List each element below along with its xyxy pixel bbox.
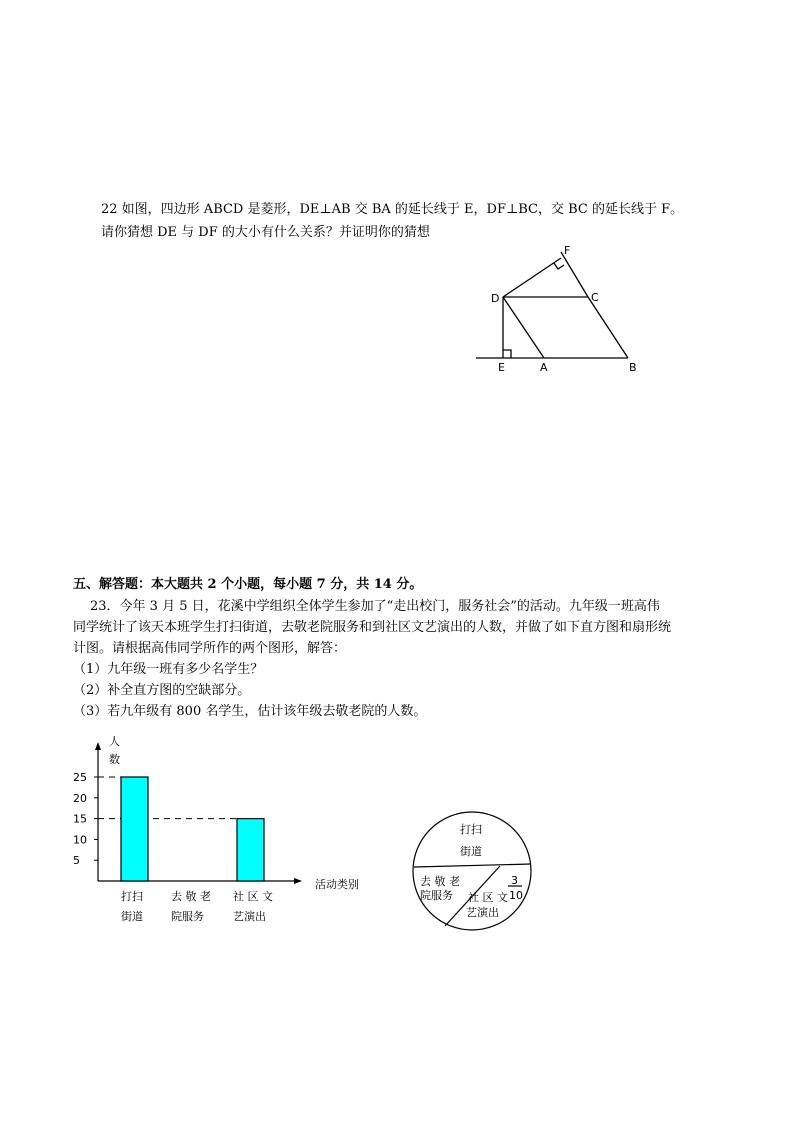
q23-line1: 23．今年 3 月 5 日，花溪中学组织全体学生参加了“走出校门，服务社会”的活动。九年级一班高伟	[90, 599, 660, 614]
q22-line2: 请你猜想 DE 与 DF 的大小有什么关系？并证明你的猜想	[101, 225, 430, 240]
pie-label-sweep-2: 街道	[460, 845, 482, 858]
y-tick-label: 5	[73, 854, 80, 868]
label-f: F	[564, 244, 571, 257]
q23-line2: 同学统计了该天本班学生打扫街道，去敬老院服务和到社区文艺演出的人数，并做了如下直方图和扇形统	[73, 620, 672, 635]
y-tick-label: 25	[73, 771, 87, 784]
label-e: E	[498, 361, 505, 374]
pie-label-sweep-1: 打扫	[460, 823, 482, 836]
pie-label-elder-1: 去 敬 老	[420, 875, 460, 888]
q23-line3: 计图。请根据高伟同学所作的两个图形，解答：	[73, 641, 347, 656]
y-axis-label-2: 数	[109, 753, 120, 766]
cat-label-2a: 去 敬 老	[171, 890, 211, 903]
label-b: B	[629, 361, 637, 374]
label-a: A	[540, 361, 548, 374]
cat-label-1a: 打扫	[121, 890, 143, 903]
cat-label-1b: 街道	[121, 910, 143, 923]
cat-label-3a: 社 区 文	[233, 890, 273, 903]
y-tick-label: 15	[73, 812, 87, 826]
label-c: C	[591, 291, 599, 304]
fraction-denominator: 10	[509, 889, 523, 902]
q23-sub3: （3）若九年级有 800 名学生，估计该年级去敬老院的人数。	[73, 704, 427, 719]
section5-heading: 五、解答题：本大题共 2 个小题，每小题 7 分，共 14 分。	[73, 577, 423, 592]
cat-label-2b: 院服务	[171, 910, 204, 923]
q23-sub2: （2）补全直方图的空缺部分。	[73, 683, 251, 698]
fraction-numerator: 3	[511, 874, 518, 887]
cat-label-3b: 艺演出	[233, 910, 266, 923]
pie-label-elder-2: 院服务	[420, 889, 453, 902]
y-axis-label-1: 人	[109, 735, 120, 748]
label-d: D	[491, 292, 500, 305]
y-tick-label: 10	[73, 833, 87, 847]
q22-line1: 22 如图，四边形 ABCD 是菱形，DE⊥AB 交 BA 的延长线于 E，DF⊥BC，交 BC 的延长线于 F。	[101, 202, 684, 217]
x-axis-label: 活动类别	[315, 878, 359, 891]
q23-sub1: （1）九年级一班有多少名学生？	[73, 662, 264, 677]
pie-divider-horizontal	[414, 864, 531, 867]
pie-label-community-2: 艺演出	[466, 906, 499, 919]
pie-label-community-1: 社 区 文	[468, 891, 508, 904]
y-tick-label: 20	[73, 791, 87, 805]
